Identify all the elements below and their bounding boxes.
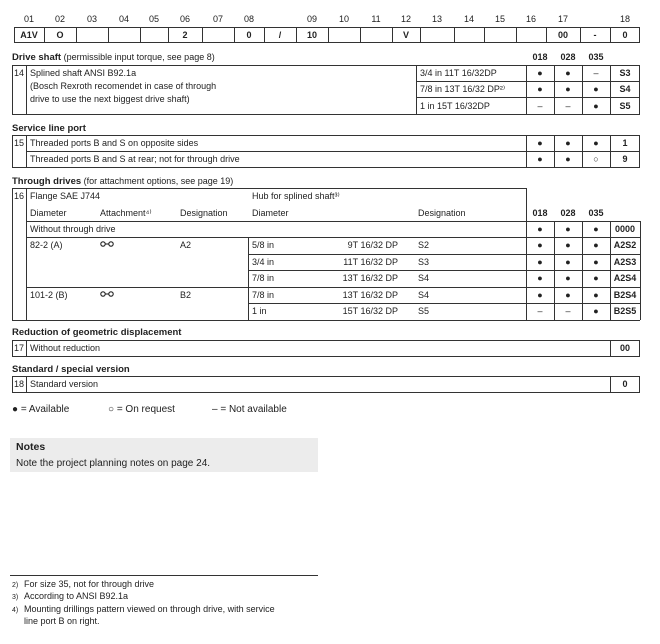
avail-mark: ● xyxy=(593,273,599,283)
flange-diameter: 82-2 (A) xyxy=(30,240,63,250)
col-header: Diameter xyxy=(30,208,67,218)
service-line-desc: Threaded ports B and S at rear; not for through drive xyxy=(30,154,240,164)
footnote-text: For size 35, not for through drive xyxy=(24,579,155,589)
option-code: S3 xyxy=(619,68,631,78)
size-035: 035 xyxy=(588,208,604,218)
avail-mark: ● xyxy=(565,290,571,300)
attachment-icon xyxy=(100,240,114,251)
size-018: 018 xyxy=(532,208,548,218)
avail-mark: ● xyxy=(593,290,599,300)
row-number: 17 xyxy=(13,343,24,353)
option-code: S5 xyxy=(619,101,631,111)
drive-shaft-desc: Splined shaft ANSI B92.1a xyxy=(30,68,137,78)
pos-number: 06 xyxy=(179,14,190,24)
avail-mark: ● xyxy=(593,240,599,250)
hub-designation: S3 xyxy=(418,257,430,267)
footnote-text: Mounting drillings pattern viewed on through drive, with service xyxy=(24,604,275,614)
legend-not-available: – = Not available xyxy=(212,404,287,415)
pos-value: 0 xyxy=(246,30,252,40)
option-code: B2S4 xyxy=(613,290,637,300)
avail-mark: – xyxy=(537,101,543,111)
avail-mark: ● xyxy=(593,138,599,148)
row-number: 14 xyxy=(13,68,24,78)
flange-diameter: 101-2 (B) xyxy=(30,290,68,300)
pos-value: O xyxy=(56,30,64,40)
option-code: 0000 xyxy=(614,224,636,234)
avail-mark: ● xyxy=(593,84,599,94)
legend-available: ● = Available xyxy=(12,404,70,415)
pos-value: / xyxy=(278,30,282,40)
option-code: 9 xyxy=(622,154,628,164)
service-line-desc: Threaded ports B and S on opposite sides xyxy=(30,138,199,148)
option-code: B2S5 xyxy=(613,306,637,316)
hub-spline: 11T 16/32 DP xyxy=(343,257,398,267)
avail-mark: ● xyxy=(537,154,543,164)
pos-value: 0 xyxy=(622,30,628,40)
option-code: 1 xyxy=(622,138,628,148)
section-title: Service line port xyxy=(12,123,86,134)
pos-number: 15 xyxy=(494,14,505,24)
pos-number: 09 xyxy=(306,14,317,24)
col-header: Designation xyxy=(418,208,466,218)
avail-mark: ● xyxy=(593,306,599,316)
avail-mark: ● xyxy=(537,240,543,250)
pos-value: 00 xyxy=(557,30,568,40)
notes-box xyxy=(10,438,318,472)
avail-mark: ● xyxy=(537,257,543,267)
drive-shaft-desc: (Bosch Rexroth recomendet in case of through xyxy=(30,81,217,91)
avail-mark: – xyxy=(537,306,543,316)
pos-number: 10 xyxy=(338,14,349,24)
footnote-mark: 4) xyxy=(12,607,19,614)
hub-diameter: 3/4 in xyxy=(252,257,275,267)
drive-shaft-desc: drive to use the next biggest drive shaft) xyxy=(30,94,190,104)
shaft-spec: 7/8 in 13T 16/32 DP²⁾ xyxy=(420,84,506,94)
row-number: 18 xyxy=(13,379,24,389)
pos-number: 18 xyxy=(619,14,630,24)
hub-designation: S4 xyxy=(418,273,430,283)
avail-mark: ● xyxy=(565,240,571,250)
hub-diameter: 5/8 in xyxy=(252,240,275,250)
option-code: A2S3 xyxy=(613,257,637,267)
avail-mark: – xyxy=(593,68,599,78)
pos-number: 17 xyxy=(557,14,568,24)
size-028: 028 xyxy=(560,208,576,218)
avail-mark: ● xyxy=(537,273,543,283)
pos-value: A1V xyxy=(20,30,38,40)
avail-mark: ● xyxy=(593,101,599,111)
hub-designation: S5 xyxy=(418,306,430,316)
footnote-mark: 2) xyxy=(12,582,19,589)
pos-number: 04 xyxy=(118,14,129,24)
avail-mark: ● xyxy=(537,68,543,78)
avail-mark: ● xyxy=(565,84,571,94)
pos-number: 01 xyxy=(23,14,34,24)
row-number: 16 xyxy=(13,191,24,201)
pos-number: 07 xyxy=(212,14,223,24)
option-code: 0 xyxy=(622,379,628,389)
hub-spline: 9T 16/32 DP xyxy=(347,240,398,250)
avail-mark: ● xyxy=(565,68,571,78)
pos-value: V xyxy=(402,30,409,40)
hub-label: Hub for splined shaft³⁾ xyxy=(252,191,340,201)
hub-diameter: 7/8 in xyxy=(252,290,275,300)
avail-mark: ● xyxy=(537,224,543,234)
standard-table xyxy=(12,376,640,393)
avail-mark: ● xyxy=(565,138,571,148)
shaft-spec: 1 in 15T 16/32DP xyxy=(420,101,490,111)
col-header: Diameter xyxy=(252,208,289,218)
pos-value: 2 xyxy=(182,30,188,40)
col-header: Attachment⁴⁾ xyxy=(100,208,152,218)
section-title: Drive shaft (permissible input torque, see page 8) xyxy=(12,52,215,63)
avail-mark: ○ xyxy=(593,154,599,164)
pos-number: 12 xyxy=(400,14,411,24)
pos-number: 14 xyxy=(463,14,474,24)
pos-number: 16 xyxy=(525,14,536,24)
section-title: Through drives (for attachment options, see page 19) xyxy=(12,176,234,187)
option-code: S4 xyxy=(619,84,631,94)
hub-spline: 13T 16/32 DP xyxy=(342,273,398,283)
flange-designation: B2 xyxy=(180,290,192,300)
pos-value: - xyxy=(593,30,597,40)
pos-value: 10 xyxy=(306,30,317,40)
size-018: 018 xyxy=(532,52,548,62)
avail-mark: ● xyxy=(593,224,599,234)
hub-spline: 13T 16/32 DP xyxy=(342,290,398,300)
size-035: 035 xyxy=(588,52,604,62)
section-title: Reduction of geometric displacement xyxy=(12,327,182,338)
section-title: Standard / special version xyxy=(12,364,130,375)
row-number: 15 xyxy=(13,138,24,148)
option-code: A2S4 xyxy=(613,273,637,283)
reduction-desc: Without reduction xyxy=(30,343,101,353)
hub-diameter: 1 in xyxy=(252,306,267,316)
avail-mark: ● xyxy=(537,84,543,94)
footnote-text: line port B on right. xyxy=(24,616,100,626)
notes-text: Note the project planning notes on page 24. xyxy=(16,458,211,469)
hub-designation: S2 xyxy=(418,240,430,250)
pos-number: 05 xyxy=(148,14,159,24)
reduction-table xyxy=(12,340,640,357)
hub-diameter: 7/8 in xyxy=(252,273,275,283)
avail-mark: ● xyxy=(565,273,571,283)
footnote-text: According to ANSI B92.1a xyxy=(24,591,129,601)
footnote-mark: 3) xyxy=(12,594,19,601)
col-header: Designation xyxy=(180,208,228,218)
pos-number: 02 xyxy=(54,14,65,24)
avail-mark: ● xyxy=(537,138,543,148)
avail-mark: ● xyxy=(565,154,571,164)
flange-label: Flange SAE J744 xyxy=(30,191,101,201)
avail-mark: – xyxy=(565,101,571,111)
flange-designation: A2 xyxy=(180,240,192,250)
avail-mark: ● xyxy=(537,290,543,300)
pos-number: 13 xyxy=(431,14,442,24)
pos-number: 08 xyxy=(243,14,254,24)
notes-title: Notes xyxy=(16,441,46,453)
pos-number: 03 xyxy=(86,14,97,24)
legend-on-request: ○ = On request xyxy=(108,404,175,415)
size-028: 028 xyxy=(560,52,576,62)
without-through-drive: Without through drive xyxy=(30,224,116,234)
shaft-spec: 3/4 in 11T 16/32DP xyxy=(420,68,497,78)
standard-desc: Standard version xyxy=(30,379,99,389)
avail-mark: ● xyxy=(565,257,571,267)
avail-mark: ● xyxy=(593,257,599,267)
avail-mark: ● xyxy=(565,224,571,234)
pos-number: 11 xyxy=(371,14,381,24)
hub-designation: S4 xyxy=(418,290,430,300)
attachment-icon xyxy=(100,290,114,301)
avail-mark: – xyxy=(565,306,571,316)
option-code: 00 xyxy=(619,343,630,353)
option-code: A2S2 xyxy=(613,240,637,250)
hub-spline: 15T 16/32 DP xyxy=(342,306,398,316)
